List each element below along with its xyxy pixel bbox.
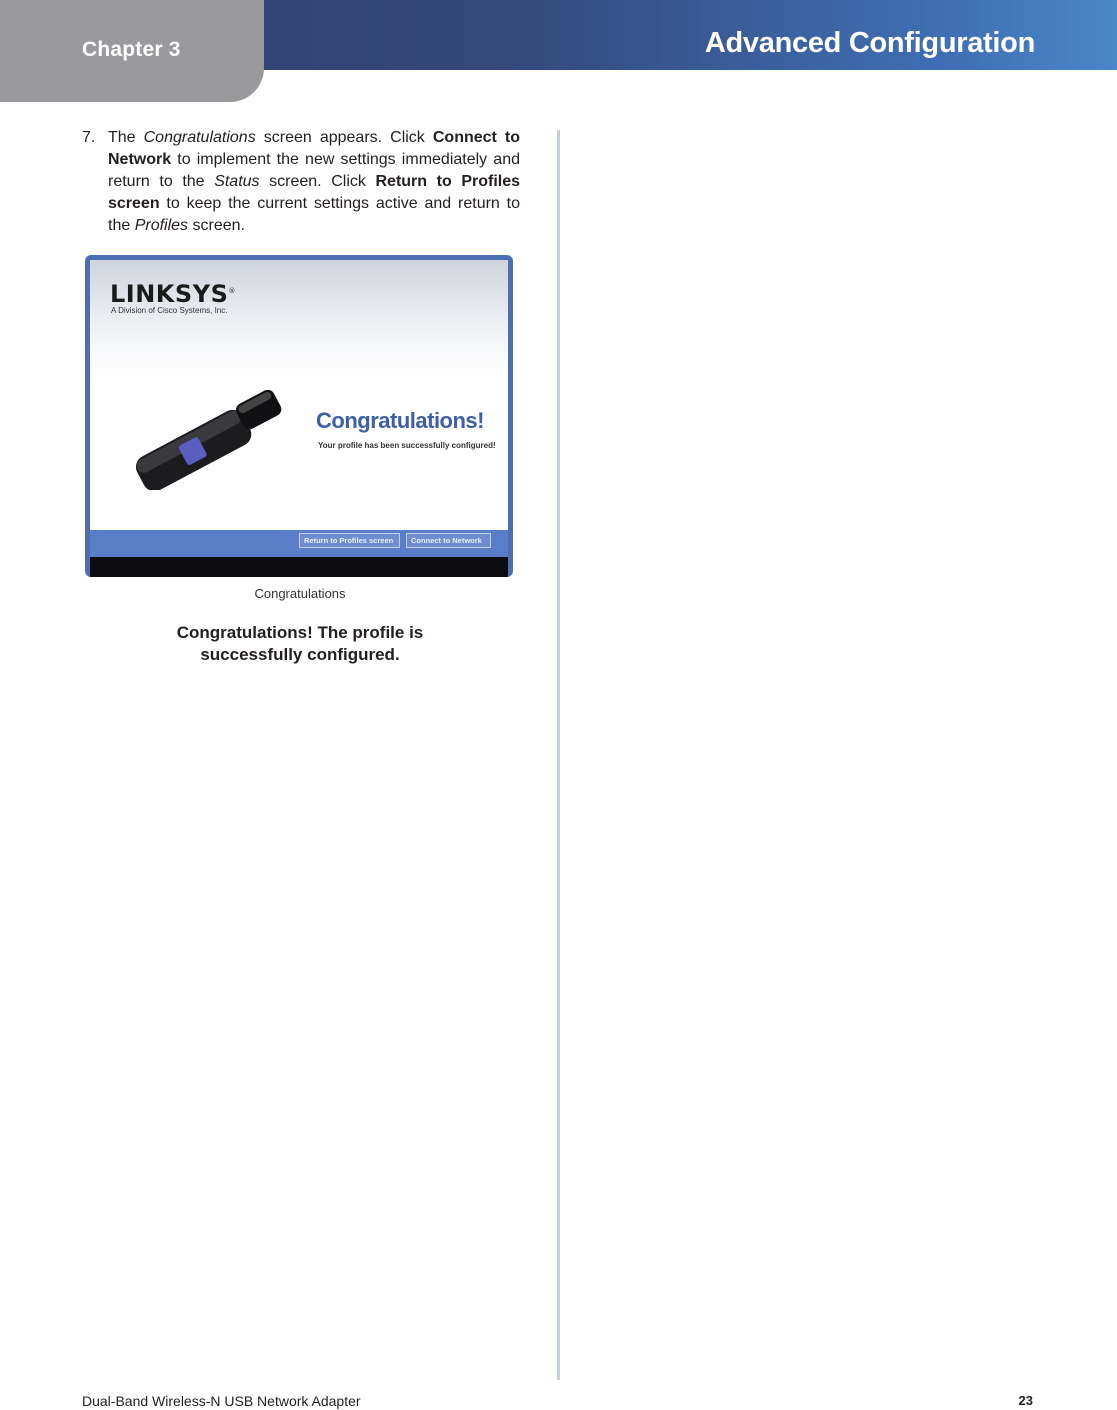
figure-caption: Congratulations [254, 586, 346, 601]
step-text-part: to implement the new settings immediately and return to the [108, 151, 520, 190]
usb-adapter-image [120, 370, 290, 490]
congratulations-subheading: Your profile has been successfully configured! [318, 441, 496, 450]
step-text-part: Return to Profiles screen [108, 173, 521, 212]
step-text-part: The [108, 129, 144, 146]
step-text-part: Congratulations [143, 129, 256, 146]
footer-product: Dual-Band Wireless-N USB Network Adapter [82, 1393, 361, 1409]
callout-line: successfully configured. [200, 645, 400, 664]
step-text-part: Connect to Network [108, 129, 521, 168]
chapter-label: Chapter 3 [82, 38, 181, 61]
section-title: Advanced Configuration [704, 27, 1035, 59]
congratulations-heading: Congratulations! [316, 408, 484, 433]
step-text-part: Profiles [134, 217, 189, 234]
column-divider [557, 130, 560, 1380]
screenshot-footer-bar [90, 557, 508, 577]
registered-mark: ® [228, 287, 236, 295]
step-text-part: screen. [188, 217, 245, 234]
page-header [0, 0, 1117, 102]
page-number: 23 [1018, 1393, 1033, 1408]
connect-to-network-button[interactable]: Connect to Network [406, 533, 491, 548]
step-text [108, 127, 520, 237]
step-text-part: screen. Click [259, 173, 376, 190]
congratulations-screenshot [85, 255, 513, 577]
step-text-part: screen appears. Click [255, 129, 433, 146]
step-text-part: Status [214, 173, 260, 190]
logo-subtitle: A Division of Cisco Systems, Inc. [111, 306, 228, 315]
callout [85, 622, 515, 666]
linksys-logo [110, 280, 236, 308]
screenshot-window [90, 260, 508, 572]
step-text-part: to keep the current settings active and return to the [108, 195, 520, 234]
step-number: 7. [82, 129, 96, 146]
return-to-profiles-button[interactable]: Return to Profiles screen [299, 533, 400, 548]
callout-line: Congratulations! The profile is [176, 623, 424, 642]
logo-text: LINKSYS [110, 280, 229, 308]
